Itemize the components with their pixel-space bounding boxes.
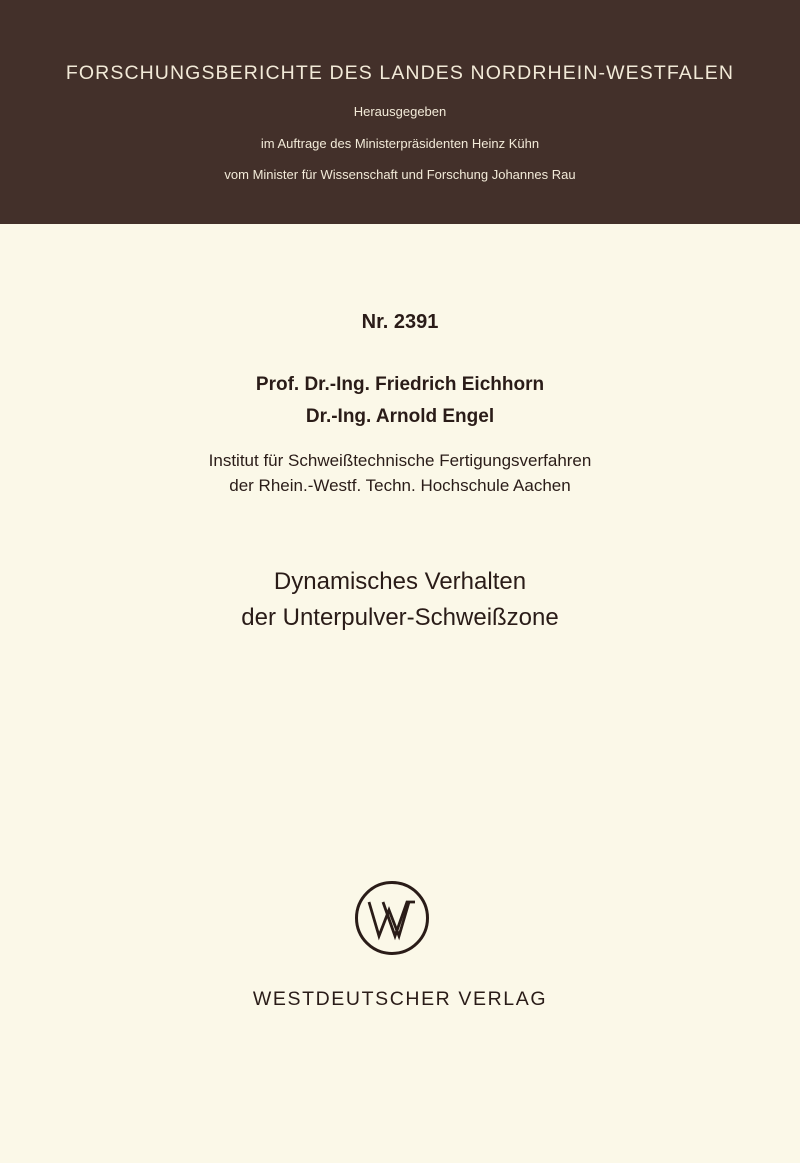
institute-line-1: Institut für Schweißtechnische Fertigungsverfahren: [208, 451, 592, 470]
author-2: Dr.-Ing. Arnold Engel: [305, 406, 495, 427]
series-title: FORSCHUNGSBERICHTE DES LANDES NORDRHEIN-WESTFALEN: [65, 62, 735, 84]
title-line-2: der Unterpulver-Schweißzone: [241, 604, 559, 631]
editor-line: Herausgegeben: [353, 104, 447, 119]
wv-monogram-icon: [352, 878, 432, 958]
title-line-1: Dynamisches Verhalten: [273, 568, 527, 595]
minister-line: vom Minister für Wissenschaft und Forschung Johannes Rau: [224, 167, 576, 182]
author-1: Prof. Dr.-Ing. Friedrich Eichhorn: [255, 374, 545, 395]
publisher-name: WESTDEUTSCHER VERLAG: [252, 988, 548, 1010]
header-band: [0, 0, 800, 224]
report-number: Nr. 2391: [361, 311, 439, 333]
institute-line-2: der Rhein.-Westf. Techn. Hochschule Aachen: [229, 476, 571, 495]
commission-line: im Auftrage des Ministerpräsidenten Heinz Kühn: [260, 136, 540, 151]
